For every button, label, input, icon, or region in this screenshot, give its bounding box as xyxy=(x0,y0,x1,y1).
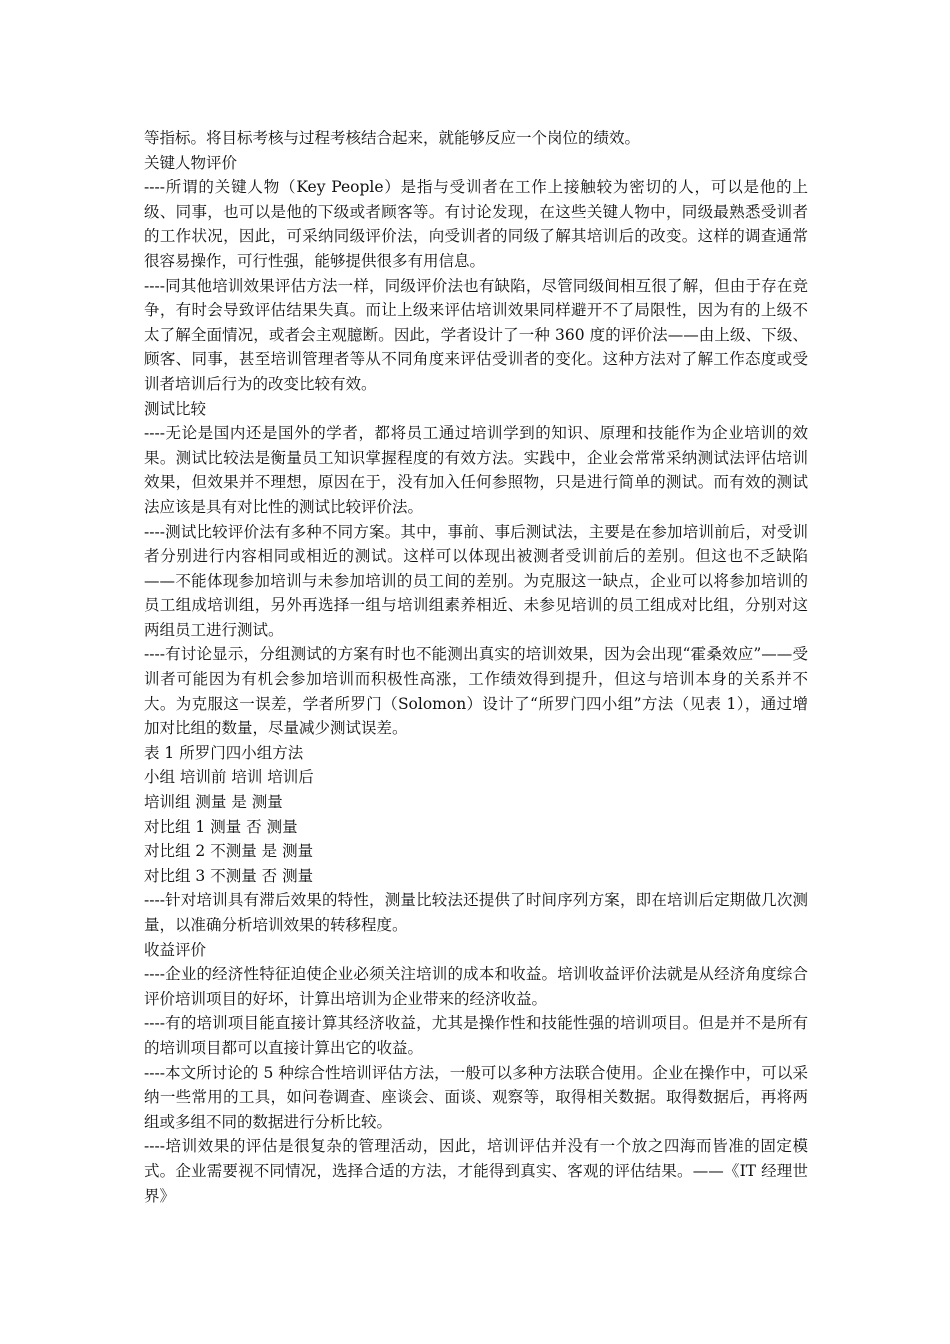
table-title: 表 1 所罗门四小组方法 xyxy=(144,743,304,762)
section-heading-key-people: 关键人物评价 xyxy=(144,153,238,172)
paragraph-combined-methods: ----本文所讨论的 5 种综合性培训评估方法，一般可以多种方法联合使用。企业在操作中，可以采纳一些常用的工具，如问卷调查、座谈会、面谈、观察等，取得相关数据。取得数据后，再将两组或多组不同的数据进行分析比较。 xyxy=(144,1063,808,1131)
paragraph-pre-post-test: ----测试比较评价法有多种不同方案。其中，事前、事后测试法，主要是在参加培训前后，对受训者分别进行内容相同或相近的测试。这样可以体现出被测者受训前后的差别。但这也不乏缺陷——不能体现参加培训与未参加培训的员工间的差别。为克服这一缺点，企业可以将参加培训的员工组成培训组，另外再选择一组与培训组素养相近、未参见培训的员工组成对比组，分别对这两组员工进行测试。 xyxy=(144,522,808,639)
document-page xyxy=(144,126,808,1208)
paragraph-test-comparison-intro: ----无论是国内还是国外的学者，都将员工通过培训学到的知识、原理和技能作为企业培训的效果。测试比较法是衡量员工知识掌握程度的有效方法。实践中，企业会常常采纳测试法评估培训效果，但效果并不理想，原因在于，没有加入任何参照物，只是进行简单的测试。而有效的测试法应该是具有对比性的测试比较评价法。 xyxy=(144,424,808,516)
table-row: 对比组 1 测量 否 测量 xyxy=(144,817,298,836)
section-heading-benefit-evaluation: 收益评价 xyxy=(144,940,207,959)
paragraph-direct-benefit: ----有的培训项目能直接计算其经济收益，尤其是操作性和技能性强的培训项目。但是并不是所有的培训项目都可以直接计算出它的收益。 xyxy=(144,1014,808,1057)
section-heading-test-comparison: 测试比较 xyxy=(144,399,207,418)
paragraph-conclusion: ----培训效果的评估是很复杂的管理活动，因此，培训评估并没有一个放之四海而皆准的固定模式。企业需要视不同情况，选择合适的方法，才能得到真实、客观的评估结果。——《IT 经理世界》 xyxy=(144,1137,808,1205)
paragraph-time-series: ----针对培训具有滞后效果的特性，测量比较法还提供了时间序列方案，即在培训后定期做几次测量，以准确分析培训效果的转移程度。 xyxy=(144,891,808,934)
table-row-header: 小组 培训前 培训 培训后 xyxy=(144,768,314,787)
table-row: 培训组 测量 是 测量 xyxy=(144,793,283,812)
table-row: 对比组 2 不测量 是 测量 xyxy=(144,842,314,861)
table-row: 对比组 3 不测量 否 测量 xyxy=(144,866,314,885)
paragraph-continuation: 等指标。将目标考核与过程考核结合起来，就能够反应一个岗位的绩效。 xyxy=(144,129,641,147)
paragraph-key-people-definition: ----所谓的关键人物（Key People）是指与受训者在工作上接触较为密切的人，可以是他的上级、同事，也可以是他的下级或者顾客等。有讨论发现，在这些关键人物中，同级最熟悉受训者的工作状况，因此，可采纳同级评价法，向受训者的同级了解其培训后的改变。这样的调查通常很容易操作，可行性强，能够提供很多有用信息。 xyxy=(144,178,808,270)
paragraph-hawthorne-effect: ----有讨论显示，分组测试的方案有时也不能测出真实的培训效果，因为会出现“霍桑效应”——受训者可能因为有机会参加培训而积极性高涨，工作绩效得到提升，但这与培训本身的关系并不大。为克服这一误差，学者所罗门（Solomon）设计了“所罗门四小组”方法（见表 1），通过增加对比组的数量，尽量减少测试误差。 xyxy=(144,645,808,738)
paragraph-benefit-intro: ----企业的经济性特征迫使企业必须关注培训的成本和收益。培训收益评价法就是从经济角度综合评价培训项目的好坏，计算出培训为企业带来的经济收益。 xyxy=(144,965,808,1008)
paragraph-peer-evaluation-limits: ----同其他培训效果评估方法一样，同级评价法也有缺陷，尽管同级间相互很了解，但由于存在竞争，有时会导致评估结果失真。而让上级来评估培训效果同样避开不了局限性，因为有的上级不太了解全面情况，或者会主观臆断。因此，学者设计了一种 360 度的评价法——由上级、下级、顾客、同事，甚至培训管理者等从不同角度来评估受训者的变化。这种方法对了解工作态度或受训者培训后行为的改变比较有效。 xyxy=(144,276,808,393)
